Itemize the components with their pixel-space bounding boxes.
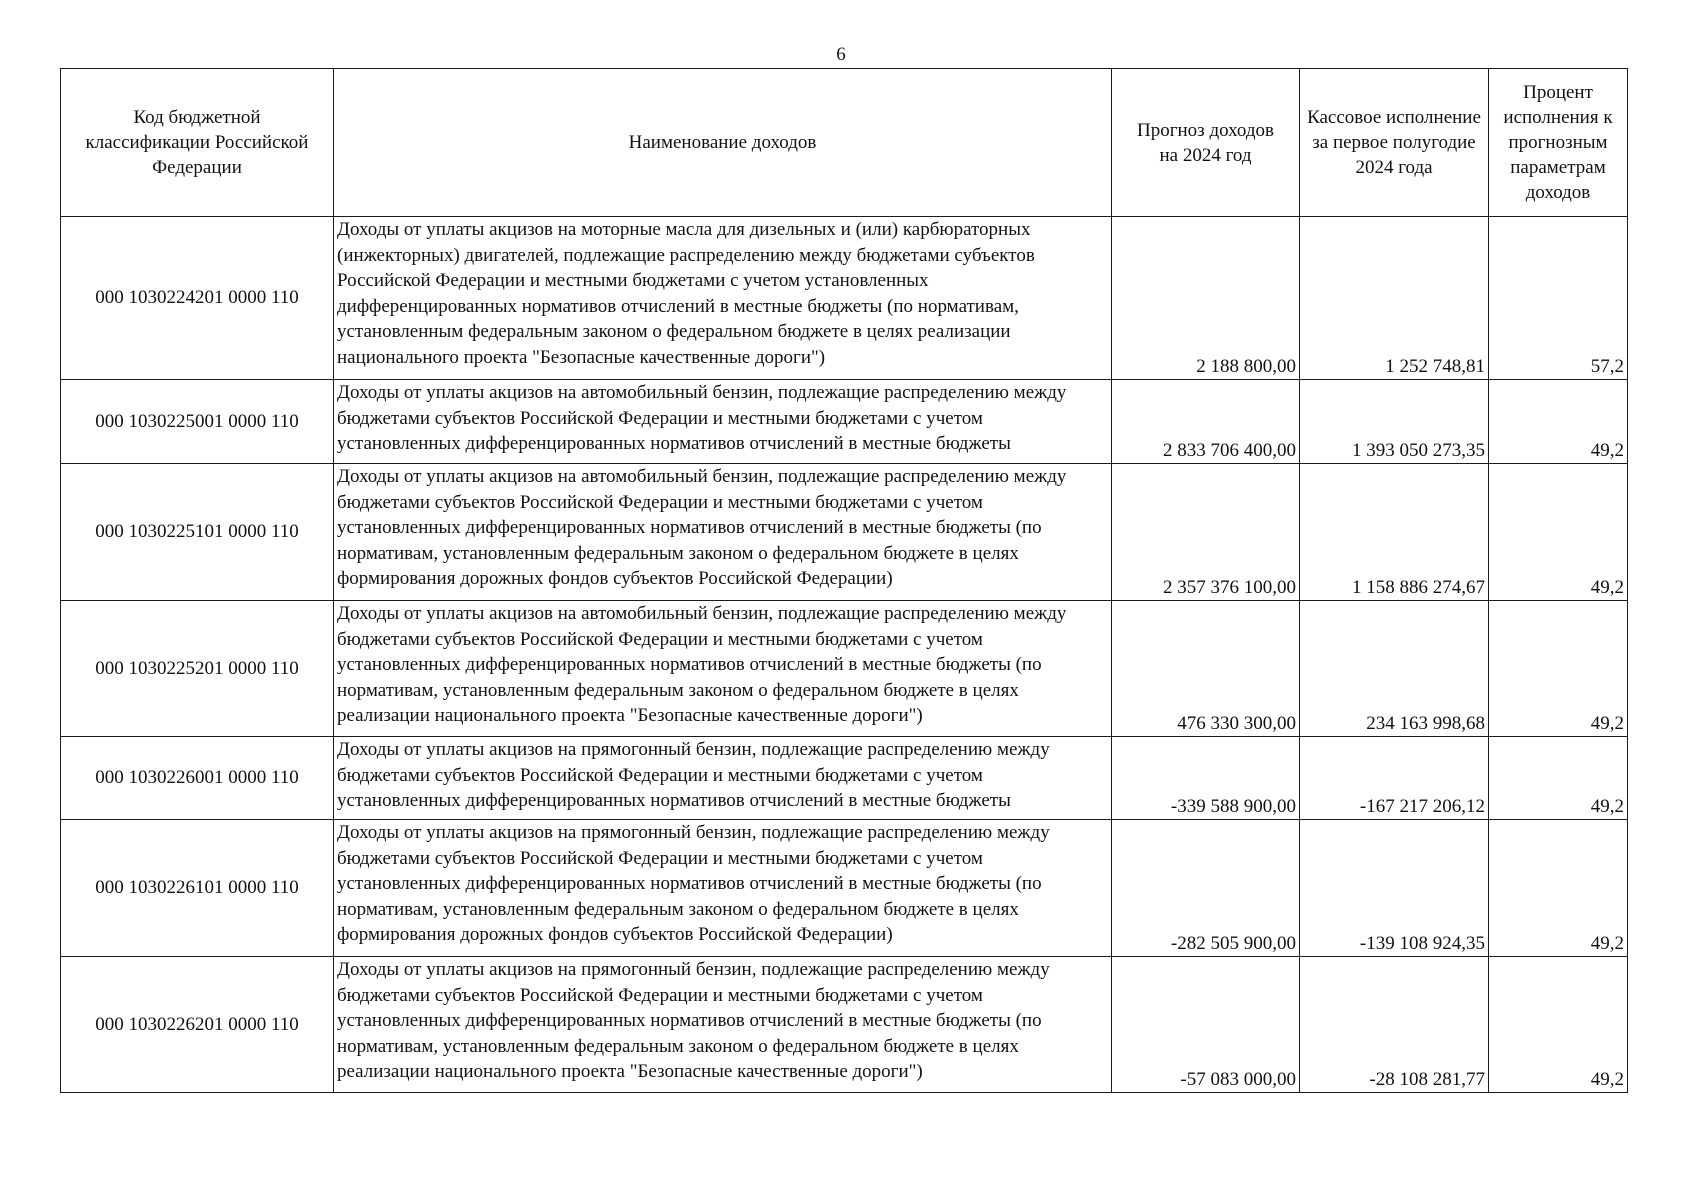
header-name: Наименование доходов xyxy=(334,69,1112,217)
row-forecast: 476 330 300,00 xyxy=(1112,601,1300,737)
row-execution: -28 108 281,77 xyxy=(1300,957,1489,1093)
table-header-row xyxy=(61,69,1628,217)
row-name: Доходы от уплаты акцизов на автомобильный бензин, подлежащие распределению между бюджетами субъектов Российской Федерации и местными бюджетами с учетом установленных дифференцированных нормативов отчислений в местные бюджеты xyxy=(334,380,1112,464)
row-percent: 49,2 xyxy=(1489,601,1628,737)
row-name: Доходы от уплаты акцизов на автомобильный бензин, подлежащие распределению между бюджетами субъектов Российской Федерации и местными бюджетами с учетом установленных дифференцированных нормативов отчислений в местные бюджеты (по нормативам, установленным федеральным законом о федеральном бюджете в целях формирования дорожных фондов субъектов Российской Федерации) xyxy=(334,464,1112,601)
row-name: Доходы от уплаты акцизов на автомобильный бензин, подлежащие распределению между бюджетами субъектов Российской Федерации и местными бюджетами с учетом установленных дифференцированных нормативов отчислений в местные бюджеты (по нормативам, установленным федеральным законом о федеральном бюджете в целях реализации национального проекта "Безопасные качественные дороги") xyxy=(334,601,1112,737)
table-row xyxy=(61,217,1628,380)
row-forecast: -57 083 000,00 xyxy=(1112,957,1300,1093)
row-forecast: -282 505 900,00 xyxy=(1112,820,1300,957)
row-percent: 57,2 xyxy=(1489,217,1628,380)
row-code: 000 1030226101 0000 110 xyxy=(61,820,334,957)
row-execution: 1 158 886 274,67 xyxy=(1300,464,1489,601)
page-number: 6 xyxy=(836,44,846,65)
row-name: Доходы от уплаты акцизов на моторные масла для дизельных и (или) карбюраторных (инжекторных) двигателей, подлежащие распределению между бюджетами субъектов Российской Федерации и местными бюджетами с учетом установленных дифференцированных нормативов отчислений в местные бюджеты (по нормативам, установленным федеральным законом о федеральном бюджете в целях реализации национального проекта "Безопасные качественные дороги") xyxy=(334,217,1112,380)
row-forecast: 2 833 706 400,00 xyxy=(1112,380,1300,464)
row-execution: -139 108 924,35 xyxy=(1300,820,1489,957)
row-code: 000 1030225201 0000 110 xyxy=(61,601,334,737)
row-code: 000 1030226201 0000 110 xyxy=(61,957,334,1093)
row-name: Доходы от уплаты акцизов на прямогонный бензин, подлежащие распределению между бюджетами субъектов Российской Федерации и местными бюджетами с учетом установленных дифференцированных нормативов отчислений в местные бюджеты (по нормативам, установленным федеральным законом о федеральном бюджете в целях реализации национального проекта "Безопасные качественные дороги") xyxy=(334,957,1112,1093)
row-code: 000 1030226001 0000 110 xyxy=(61,737,334,820)
row-execution: -167 217 206,12 xyxy=(1300,737,1489,820)
table-row xyxy=(61,957,1628,1093)
row-code: 000 1030225101 0000 110 xyxy=(61,464,334,601)
row-forecast: 2 357 376 100,00 xyxy=(1112,464,1300,601)
header-execution: Кассовое исполнение за первое полугодие 2024 года xyxy=(1300,69,1489,217)
row-percent: 49,2 xyxy=(1489,957,1628,1093)
header-forecast: Прогноз доходов на 2024 год xyxy=(1112,69,1300,217)
row-execution: 234 163 998,68 xyxy=(1300,601,1489,737)
row-percent: 49,2 xyxy=(1489,464,1628,601)
header-percent: Процент исполнения к прогнозным параметрам доходов xyxy=(1489,69,1628,217)
income-table xyxy=(60,68,1628,1093)
table-row xyxy=(61,601,1628,737)
row-execution: 1 393 050 273,35 xyxy=(1300,380,1489,464)
row-execution: 1 252 748,81 xyxy=(1300,217,1489,380)
row-percent: 49,2 xyxy=(1489,380,1628,464)
table-row xyxy=(61,380,1628,464)
header-code: Код бюджетной классификации Российской Федерации xyxy=(61,69,334,217)
row-code: 000 1030224201 0000 110 xyxy=(61,217,334,380)
row-percent: 49,2 xyxy=(1489,820,1628,957)
table-row xyxy=(61,464,1628,601)
table-row xyxy=(61,820,1628,957)
row-name: Доходы от уплаты акцизов на прямогонный бензин, подлежащие распределению между бюджетами субъектов Российской Федерации и местными бюджетами с учетом установленных дифференцированных нормативов отчислений в местные бюджеты xyxy=(334,737,1112,820)
row-forecast: -339 588 900,00 xyxy=(1112,737,1300,820)
row-name: Доходы от уплаты акцизов на прямогонный бензин, подлежащие распределению между бюджетами субъектов Российской Федерации и местными бюджетами с учетом установленных дифференцированных нормативов отчислений в местные бюджеты (по нормативам, установленным федеральным законом о федеральном бюджете в целях формирования дорожных фондов субъектов Российской Федерации) xyxy=(334,820,1112,957)
row-percent: 49,2 xyxy=(1489,737,1628,820)
row-code: 000 1030225001 0000 110 xyxy=(61,380,334,464)
table-row xyxy=(61,737,1628,820)
row-forecast: 2 188 800,00 xyxy=(1112,217,1300,380)
